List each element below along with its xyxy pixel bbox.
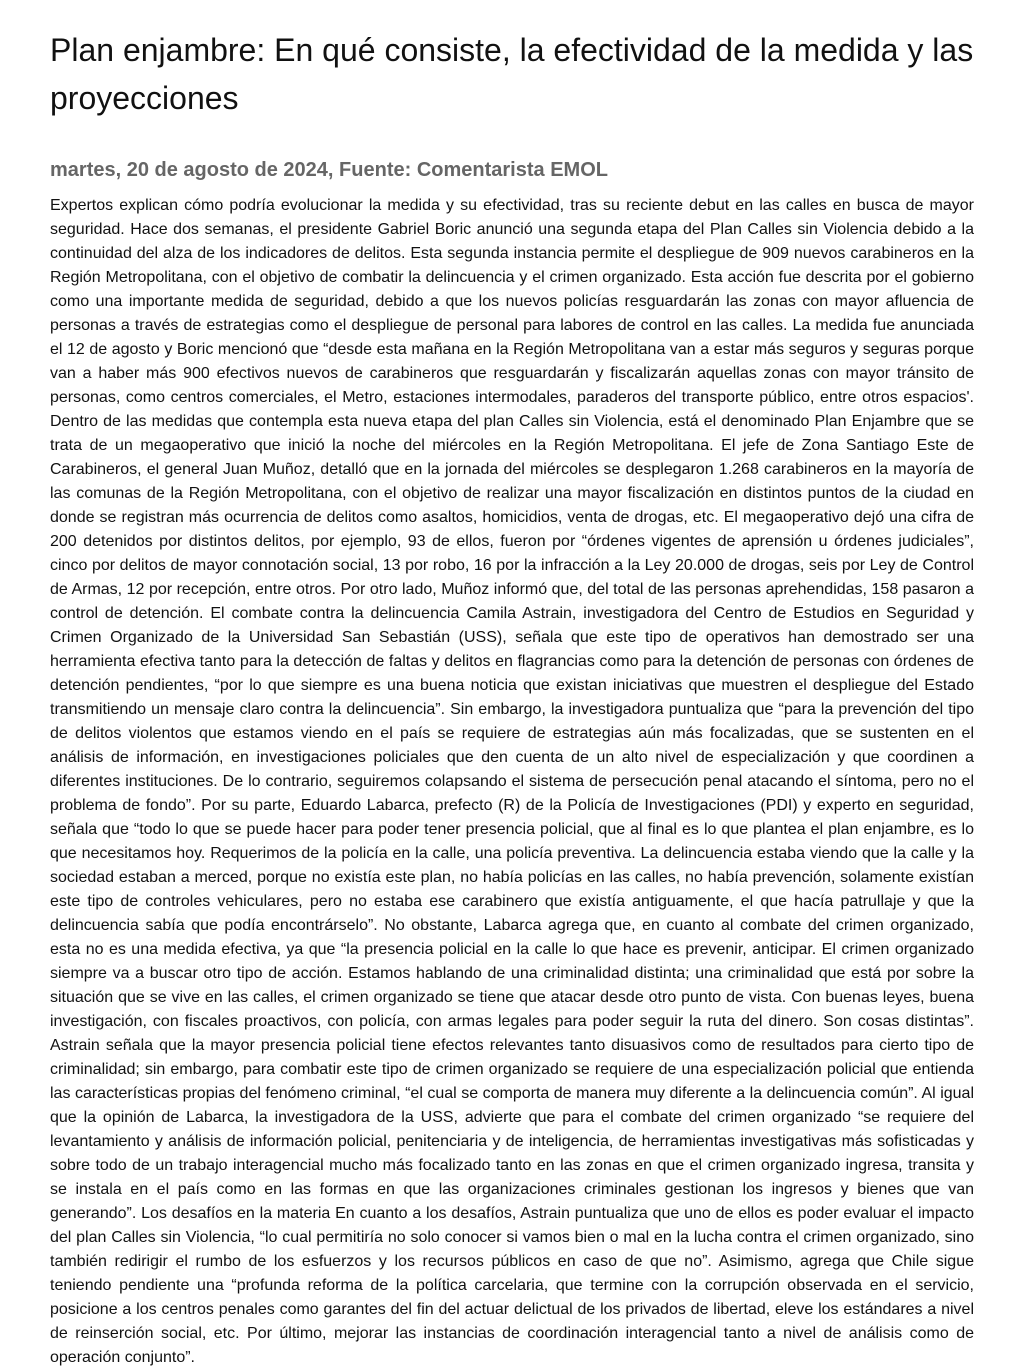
source-prefix: Fuente: <box>339 159 412 181</box>
article-title: Plan enjambre: En qué consiste, la efectividad de la medida y las proyecciones <box>50 32 974 116</box>
article-date: martes, 20 de agosto de 2024 <box>50 159 328 181</box>
article-meta: martes, 20 de agosto de 2024, Fuente: Comentarista EMOL <box>50 159 608 181</box>
article-source: Comentarista EMOL <box>416 159 608 181</box>
article-body: Expertos explican cómo podría evolucionar la medida y su efectividad, tras su reciente debut en las calles en busca de mayor seguridad. Hace dos semanas, el presidente Gabriel Boric anunció una segunda etapa del Plan Calles sin Violencia debido a la continuidad del alza de los indicadores de delitos. Esta segunda instancia permite el despliegue de 909 nuevos carabineros en la Región Metropolitana, con el objetivo de combatir la delincuencia y el crimen organizado. Esta acción fue descrita por el gobierno como una importante medida de seguridad, debido a que los nuevos policías resguardarán las zonas con mayor afluencia de personas a través de estrategias como el despliegue de personal para labores de control en las calles. La medida fue anunciada el 12 de agosto y Boric mencionó que “desde esta mañana en la Región Metropolitana van a estar más seguros y seguras porque van a haber más 900 efectivos nuevos de carabineros que resguardarán y fiscalizarán aquellas zonas con mayor tránsito de personas, como centros comerciales, el Metro, estaciones intermodales, paraderos del transporte público, entre otros espacios'. Dentro de las medidas que contempla esta nueva etapa del plan Calles sin Violencia, está el denominado Plan Enjambre que se trata de un megaoperativo que inició la noche del miércoles en la Región Metropolitana. El jefe de Zona Santiago Este de Carabineros, el general Juan Muñoz, detalló que en la jornada del miércoles se desplegaron 1.268 carabineros en la mayoría de las comunas de la Región Metropolitana, con el objetivo de realizar una mayor fiscalización en distintos puntos de la ciudad en donde se registran más ocurrencia de delitos como asaltos, homicidios, venta de drogas, etc. El megaoperativo dejó una cifra de 200 detenidos por distintos delitos, por ejemplo, 93 de ellos, fueron por “órdenes vigentes de aprensión u órdenes judiciales”, cinco por delitos de mayor connotación social, 13 por robo, 16 por la infracción a la Ley 20.000 de drogas, seis por Ley de Control de Armas, 12 por recepción, entre otros. Por otro lado, Muñoz informó que, del total de las personas aprehendidas, 158 pasaron a control de detención. El combate contra la delincuencia Camila Astrain, investigadora del Centro de Estudios en Seguridad y Crimen Organizado de la Universidad San Sebastián (USS), señala que este tipo de operativos han demostrado ser una herramienta efectiva tanto para la detección de faltas y delitos en flagrancias como para la detención de personas con órdenes de detención pendientes, “por lo que siempre es una buena noticia que existan iniciativas que muestren el despliegue del Estado transmitiendo un mensaje claro contra la delincuencia”. Sin embargo, la investigadora puntualiza que “para la prevención del tipo de delitos violentos que estamos viendo en el país se requiere de estrategias aún más focalizadas, que se sustenten en el análisis de información, en investigaciones policiales que den cuenta de un alto nivel de especialización y que coordinen a diferentes instituciones. De lo contrario, seguiremos colapsando el sistema de persecución penal atacando el síntoma, pero no el problema de fondo”. Por su parte, Eduardo Labarca, prefecto (R) de la Policía de Investigaciones (PDI) y experto en seguridad, señala que “todo lo que se puede hacer para poder tener presencia policial, que al final es lo que plantea el plan enjambre, es lo que necesitamos hoy. Requerimos de la policía en la calle, una policía preventiva. La delincuencia estaba viendo que la calle y la sociedad estaban a merced, porque no existía este plan, no había policías en las calles, no había prevención, solamente existían este tipo de controles vehiculares, pero no estaba ese carabinero que existía antiguamente, el que hacía patrullaje y que la delincuencia sabía que podía encontrárselo”. No obstante, Labarca agrega que, en cuanto al combate del crimen organizado, esta no es una medida efectiva, ya que “la presencia policial en la calle lo que hace es prevenir, anticipar. El crimen organizado siempre va a buscar otro tipo de acción. Estamos hablando de una criminalidad distinta; una criminalidad que está por sobre la situación que se vive en las calles, el crimen organizado se tiene que atacar desde otro punto de vista. Con buenas leyes, buena investigación, con fiscales proactivos, con policía, con armas legales para poder seguir la ruta del dinero. Son cosas distintas”. Astrain señala que la mayor presencia policial tiene efectos relevantes tanto disuasivos como de resultados para cierto tipo de criminalidad; sin embargo, para combatir este tipo de crimen organizado se requiere de una especialización policial que entienda las características propias del fenómeno criminal, “el cual se comporta de manera muy diferente a la delincuencia común”. Al igual que la opinión de Labarca, la investigadora de la USS, advierte que para el combate del crimen organizado “se requiere del levantamiento y análisis de información policial, penitenciaria y de inteligencia, de herramientas investigativas más sofisticadas y sobre todo de un trabajo interagencial mucho más focalizado tanto en las zonas en que el crimen organizado ingresa, transita y se instala en el país como en las formas en que las organizaciones criminales gestionan los ingresos y bienes que van generando”. Los desafíos en la materia En cuanto a los desafíos, Astrain puntualiza que uno de ellos es poder evaluar el impacto del plan Calles sin Violencia, “lo cual permitiría no solo conocer si vamos bien o mal en la lucha contra el crimen organizado, sino también redirigir el rumbo de los esfuerzos y los recursos públicos en caso de que no”. Asimismo, agrega que Chile sigue teniendo pendiente una “profunda reforma de la política carcelaria, que termine con la corrupción observada en el servicio, posicione a los centros penales como garantes del fin del actuar delictual de los privados de libertad, eleve los estándares a nivel de reinserción social, etc. Por último, mejorar las instancias de coordinación interagencial tanto a nivel de análisis como de operación conjunto”. <box>50 197 974 1366</box>
